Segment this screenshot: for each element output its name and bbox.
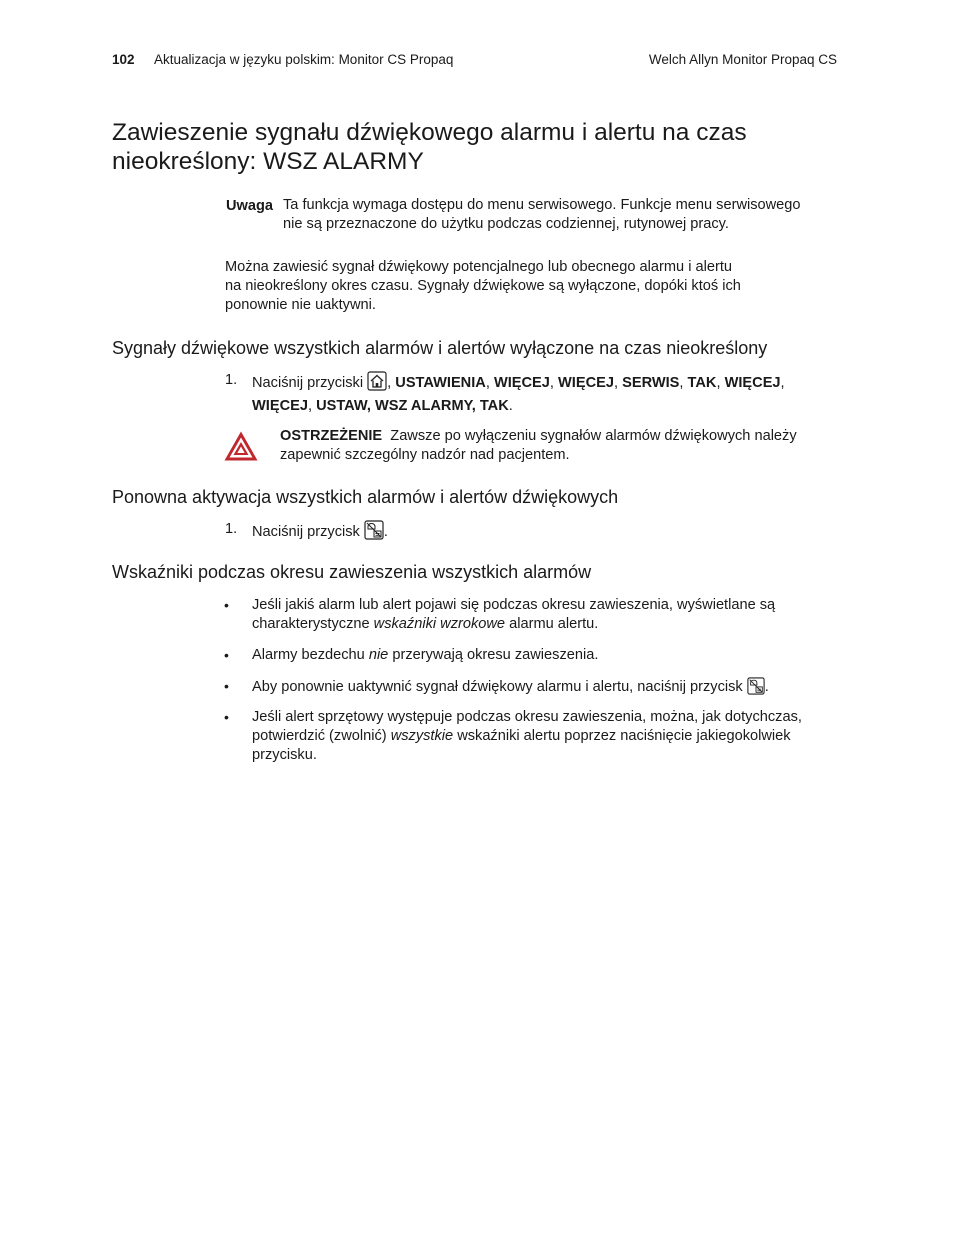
sep: , (387, 375, 392, 391)
sep: , (716, 375, 721, 391)
sep: , (307, 398, 313, 414)
intro-paragraph (225, 258, 785, 315)
bullet-1-emphasis: wskaźniki wzrokowe (373, 616, 506, 632)
bullet-2-emphasis: nie (368, 647, 389, 663)
note-line1: Ta funkcja wymaga dostępu do menu serwisowego. Funkcje menu serwisowego (283, 197, 801, 213)
sep: , (549, 375, 554, 391)
bullet-1-line1: Jeśli jakiś alarm lub alert pojawi się podczas okresu zawieszenia, wyświetlane są (252, 597, 776, 613)
period: . (383, 524, 388, 540)
keyword-ustaw-wsz-alarmy-tak: USTAW, WSZ ALARMY, TAK (316, 398, 509, 414)
note-label: Uwaga (226, 198, 274, 214)
keyword-wiecej-1: WIĘCEJ (493, 375, 550, 391)
bullet-2-post: przerywają okresu zawieszenia. (392, 647, 599, 663)
home-icon (367, 371, 387, 397)
keyword-tak: TAK (687, 375, 717, 391)
section2-step-text: Naciśnij przycisk (252, 524, 360, 540)
bullet-1-marker: • (224, 597, 229, 613)
sep: , (679, 375, 684, 391)
bullet-4-line2-post: wskaźniki alertu poprzez naciśnięcie jakiegokolwiek (457, 728, 791, 744)
section1-step-line2 (252, 397, 852, 416)
bullet-3-line: Aby ponownie uaktywnić sygnał dźwiękowy alarmu i alertu, naciśnij przycisk (252, 679, 743, 695)
keyword-wiecej-3: WIĘCEJ (724, 375, 781, 391)
intro-line1: Można zawiesić sygnał dźwiękowy potencjalnego lub obecnego alarmu i alertu (225, 259, 733, 275)
section1-step-line1 (252, 371, 852, 397)
sep: , (613, 375, 619, 391)
warning-line1 (280, 427, 850, 446)
bullet-3-text (252, 677, 852, 701)
intro-line3: ponownie nie uaktywni. (225, 297, 376, 313)
warning-text (280, 427, 850, 465)
page-title-line1: Zawieszenie sygnału dźwiękowego alarmu i alertu na czas (112, 119, 747, 146)
bullet-4-text (252, 708, 852, 765)
warning-triangle-icon (223, 430, 259, 467)
note-line2: nie są przeznaczone do użytku podczas codziennej, rutynowej pracy. (283, 216, 729, 232)
bullet-1-line2-pre: charakterystyczne (252, 616, 370, 632)
bullet-4-line2 (252, 727, 852, 746)
sep: , (485, 375, 490, 391)
bullet-2-marker: • (224, 647, 229, 663)
section2-heading: Ponowna aktywacja wszystkich alarmów i alertów dźwiękowych (112, 487, 619, 507)
warning-label: OSTRZEŻENIE (280, 428, 383, 444)
bullet-1-text (252, 596, 852, 634)
sep: , (780, 375, 785, 391)
bullet-3-marker: • (224, 678, 229, 694)
alarm-silence-icon (364, 520, 384, 546)
page-title-line2: nieokreślony: WSZ ALARMY (112, 148, 424, 175)
section1-step (252, 371, 852, 416)
alarm-silence-icon (747, 677, 765, 701)
header-right-text: Welch Allyn Monitor Propaq CS (648, 52, 837, 67)
note-text (283, 196, 843, 234)
bullet-4-line2-pre: potwierdzić (zwolnić) (252, 728, 387, 744)
bullet-4-emphasis: wszystkie (390, 728, 454, 744)
intro-line2: na nieokreślony okres czasu. Sygnały dźwiękowe są wyłączone, dopóki ktoś ich (225, 278, 741, 294)
keyword-ustawienia: USTAWIENIA (395, 375, 486, 391)
section1-heading: Sygnały dźwiękowe wszystkich alarmów i alertów wyłączone na czas nieokreślony (112, 338, 768, 358)
warning-line2: zapewnić szczególny nadzór nad pacjentem. (280, 447, 570, 463)
bullet-1-line2 (252, 615, 852, 634)
keyword-serwis: SERWIS (622, 375, 680, 391)
page-number: 102 (112, 52, 135, 67)
period: . (764, 679, 769, 695)
header-left-text: Aktualizacja w języku polskim: Monitor CS Propaq (154, 52, 454, 67)
section2-step-number: 1. (225, 521, 238, 537)
bullet-2-pre: Alarmy bezdechu (252, 647, 365, 663)
section1-step-number: 1. (225, 372, 238, 388)
bullet-2-text (252, 646, 852, 665)
section2-step (252, 520, 852, 546)
period: . (508, 398, 513, 414)
bullet-4-line1: Jeśli alert sprzętowy występuje podczas okresu zawieszenia, można, jak dotychczas, (252, 709, 802, 725)
section1-step-prefix: Naciśnij przyciski (252, 375, 364, 391)
bullet-4-marker: • (224, 709, 229, 725)
keyword-wiecej-2: WIĘCEJ (558, 375, 614, 391)
warning-line1-text: Zawsze po wyłączeniu sygnałów alarmów dźwiękowych należy (390, 428, 797, 444)
keyword-wiecej-4: WIĘCEJ (252, 398, 308, 414)
page-title (112, 118, 872, 176)
section3-heading: Wskaźniki podczas okresu zawieszenia wszystkich alarmów (112, 562, 592, 582)
bullet-4-line3: przycisku. (252, 747, 317, 763)
bullet-1-line2-post: alarmu alertu. (509, 616, 599, 632)
